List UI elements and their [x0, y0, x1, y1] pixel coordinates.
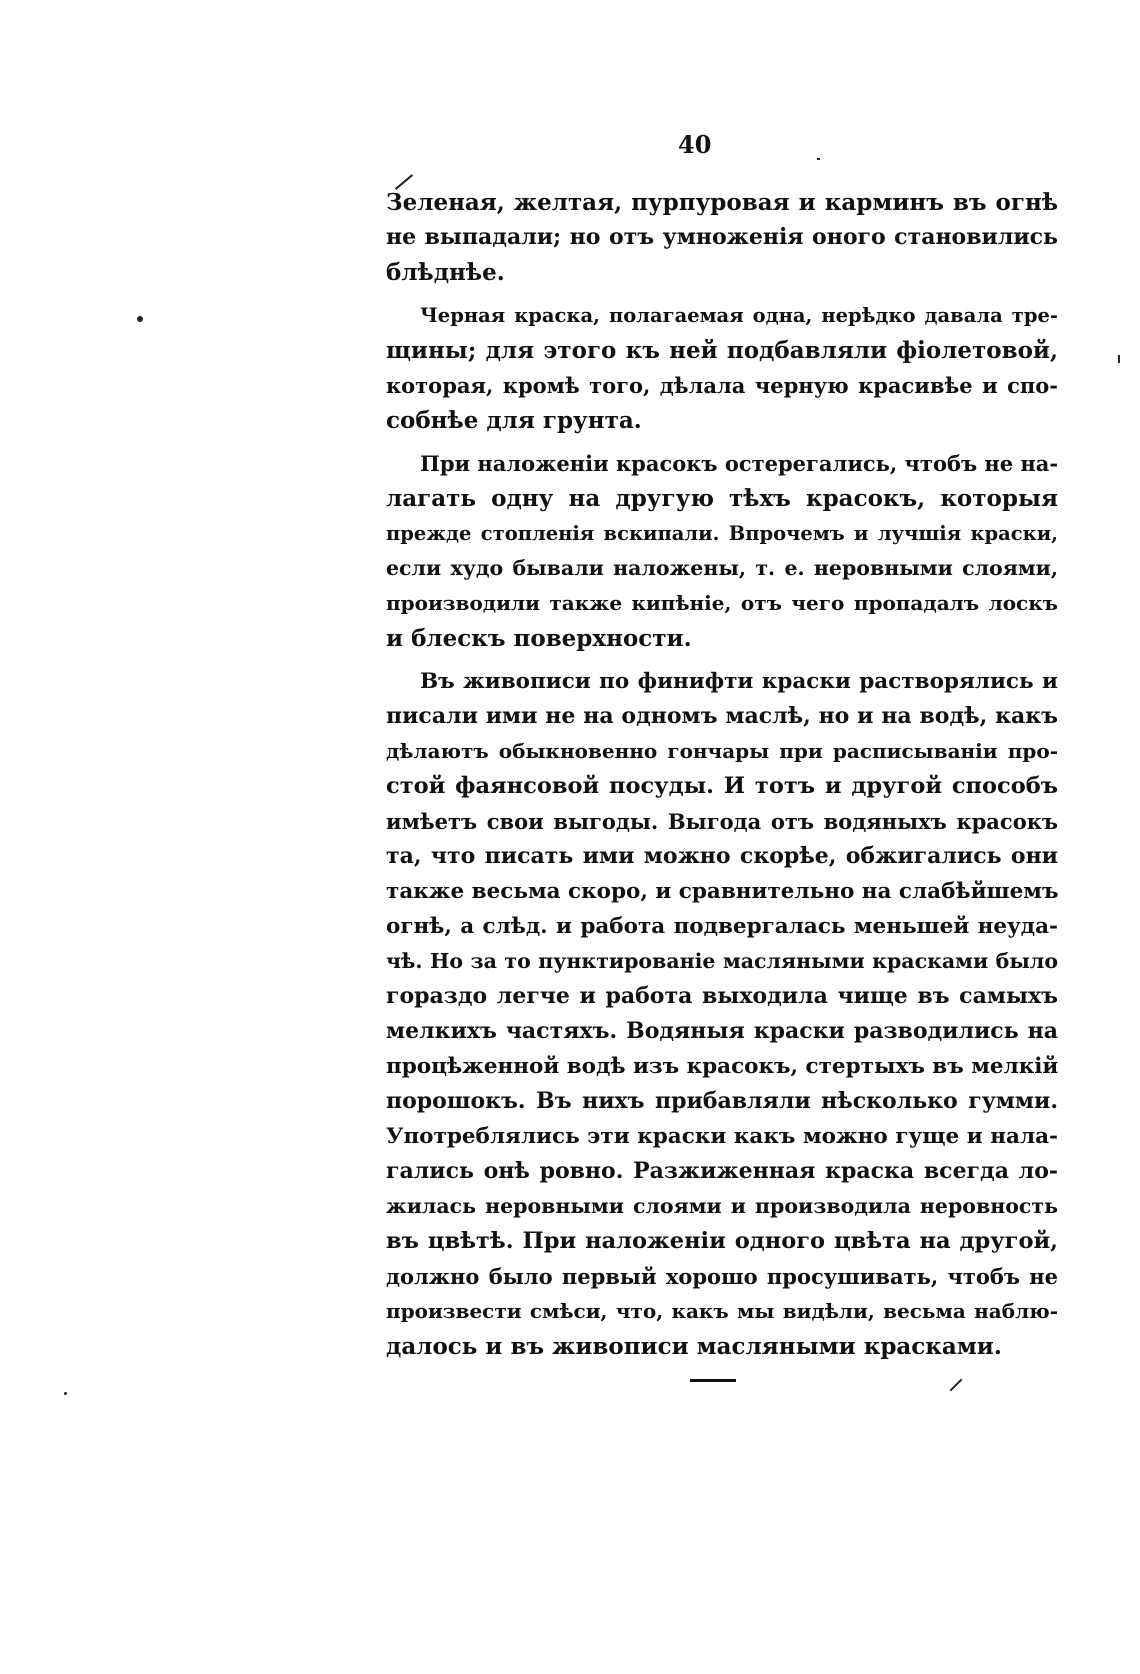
text-line: лагать одну на другую тѣхъ красокъ, которыя [386, 485, 1058, 512]
text-line: При наложенiи красокъ остерегались, чтобъ не на- [420, 451, 1059, 476]
text-line: порошокъ. Въ нихъ прибавляли нѣсколько гумми. [386, 1088, 1058, 1114]
paragraph [386, 185, 1058, 290]
text-line: которая, кромѣ того, дѣлала черную красивѣе и спо- [386, 373, 1058, 398]
text-line: чѣ. Но за то пунктированiе масляными красками было [386, 949, 1058, 973]
text-line: собнѣе для грунта. [386, 407, 642, 434]
paragraph [386, 664, 1058, 1364]
text-line: писали ими не на одномъ маслѣ, но и на водѣ, какъ [386, 703, 1058, 729]
scan-mark [64, 1392, 67, 1395]
text-line: также весьма скоро, и сравнительно на слабѣйшемъ [386, 879, 1059, 904]
text-line: стой фаянсовой посуды. И тотъ и другой способъ [386, 773, 1058, 799]
text-line: щины; для этого къ ней подбавляли фiолетовой, [386, 337, 1058, 364]
text-line: Употреблялись эти краски какъ можно гуще и нала- [386, 1124, 1058, 1149]
text-line: имѣетъ свои выгоды. Выгода отъ водяныхъ красокъ [386, 809, 1058, 834]
text-line: процѣженной водѣ изъ красокъ, стертыхъ въ мелкiй [386, 1054, 1059, 1079]
page-number: 40 [678, 130, 712, 159]
text-line: огнѣ, а слѣд. и работа подвергалась меньшей неуда- [386, 914, 1058, 939]
text-line: Черная краска, полагаемая одна, нерѣдко давала тре- [420, 304, 1058, 327]
text-line: мелкихъ частяхъ. Водяныя краски разводились на [386, 1018, 1058, 1044]
text-line: жилась неровными слоями и производила неровность [386, 1194, 1058, 1218]
scan-mark [950, 1379, 963, 1392]
end-rule [690, 1379, 736, 1382]
paragraph [386, 298, 1058, 438]
text-line: далось и въ живописи масляными красками. [386, 1333, 1002, 1360]
scan-mark [817, 158, 820, 160]
paragraph [386, 446, 1058, 656]
text-line: Въ живописи по финифти краски растворялись и [420, 669, 1058, 694]
text-line: та, что писать ими можно скорѣе, обжигались они [386, 843, 1058, 869]
scan-mark [1118, 355, 1120, 363]
text-line: если худо бывали наложены, т. е. неровными слоями, [386, 556, 1058, 580]
text-line: прежде стопленiя вскипали. Впрочемъ и лучшiя краски, [386, 522, 1058, 545]
text-line: не выпадали; но отъ умноженiя оного становились [386, 224, 1058, 250]
text-line: въ цвѣтѣ. При наложенiи одного цвѣта на другой, [386, 1228, 1058, 1254]
text-line: произвести смѣси, что, какъ мы видѣли, весьма наблю- [386, 1299, 1058, 1323]
text-line: гались онѣ ровно. Разжиженная краска всегда ло- [386, 1158, 1058, 1184]
text-line: и блескъ поверхности. [386, 625, 692, 652]
scan-mark [137, 316, 143, 322]
text-line: Зеленая, желтая, пурпуровая и карминъ въ огнѣ [386, 189, 1058, 216]
text-block [386, 185, 1058, 1372]
text-line: гораздо легче и работа выходила чище въ самыхъ [386, 983, 1058, 1009]
text-line: должно было первый хорошо просушивать, чтобъ не [386, 1264, 1058, 1289]
text-line: производили также кипѣнiе, отъ чего пропадалъ лоскъ [386, 591, 1058, 615]
text-line: дѣлаютъ обыкновенно гончары при расписыванiи про- [386, 739, 1058, 763]
text-line: блѣднѣе. [386, 259, 505, 286]
